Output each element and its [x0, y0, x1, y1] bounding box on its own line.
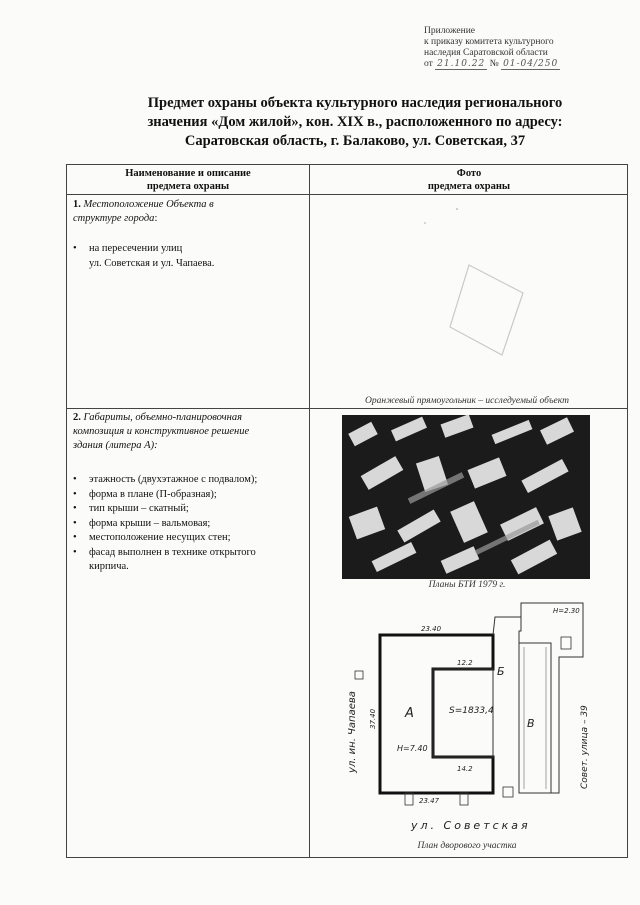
order-number: 01-04/250: [503, 59, 559, 69]
number-label: №: [489, 59, 499, 69]
label-dim: 23.40: [421, 625, 442, 633]
appendix-line: к приказу комитета культурного: [424, 37, 554, 47]
site-plan-drawing: [325, 597, 621, 853]
label-dim: 37.40: [369, 708, 377, 729]
plan-caption: План дворового участка: [417, 841, 517, 851]
label-building-v: В: [527, 717, 535, 730]
appendix-line: Приложение: [424, 26, 475, 36]
label-dim: 14.2: [457, 765, 473, 773]
column-header-photo: Фото предмета охраны: [427, 168, 511, 192]
column-divider: [309, 165, 310, 857]
protection-table: [66, 164, 628, 858]
document-title: [120, 94, 590, 151]
section1-list: [73, 242, 309, 271]
order-date: 21.10.22: [437, 59, 486, 69]
list-item: • на пересечении улиц ул. Советская и ул. Чапаева.: [73, 242, 309, 271]
section2-title: 2. Габариты, объемно-планировочная композиция и конструктивное решение здания (литера А):: [73, 412, 250, 451]
street-left-label: ул. ин. Чапаева: [347, 691, 358, 773]
title-line: Саратовская область, г. Балаково, ул. Советская, 37: [184, 133, 526, 149]
appendix-order-line: [424, 59, 624, 70]
appendix-block: [424, 26, 624, 70]
section1-title: 1. Местоположение Объекта в структуре города:: [73, 199, 214, 224]
label-dim: 12.2: [457, 659, 473, 667]
label-height: H=7.40: [397, 744, 428, 753]
list-item: • форма в плане (П-образная);: [73, 488, 309, 503]
label-area: S=1833,4: [449, 706, 494, 716]
map-caption: Оранжевый прямоугольник – исследуемый объект: [365, 396, 569, 406]
street-bottom-label: ул. Советская: [411, 819, 531, 832]
section2-list: [73, 473, 309, 575]
title-line: Предмет охраны объекта культурного наследия регионального: [147, 95, 563, 111]
list-item: • тип крыши – скатный;: [73, 502, 309, 517]
aerial-caption: Планы БТИ 1979 г.: [428, 580, 506, 590]
column-header-description: Наименование и описание предмета охраны: [125, 168, 251, 192]
aerial-photo: [342, 415, 590, 579]
label-dim: 23.47: [419, 797, 440, 805]
label-building-b: Б: [497, 665, 505, 678]
label-building-a: А: [405, 706, 414, 721]
label-dim: H=2.30: [553, 607, 580, 615]
header-divider: [67, 194, 627, 195]
location-map-image: [317, 199, 617, 395]
row-divider: [67, 408, 627, 409]
from-label: от: [424, 59, 433, 69]
title-line: значения «Дом жилой», кон. XIX в., расположенного по адресу:: [147, 114, 563, 130]
list-item: • местоположение несущих стен;: [73, 531, 309, 546]
list-item: • форма крыши – вальмовая;: [73, 517, 309, 532]
list-item: • фасад выполнен в технике открытого кирпича.: [73, 546, 309, 575]
appendix-line: наследия Саратовской области: [424, 48, 548, 58]
list-item: • этажность (двухэтажное с подвалом);: [73, 473, 309, 488]
street-right-label: Совет. улица – 39: [580, 705, 590, 789]
